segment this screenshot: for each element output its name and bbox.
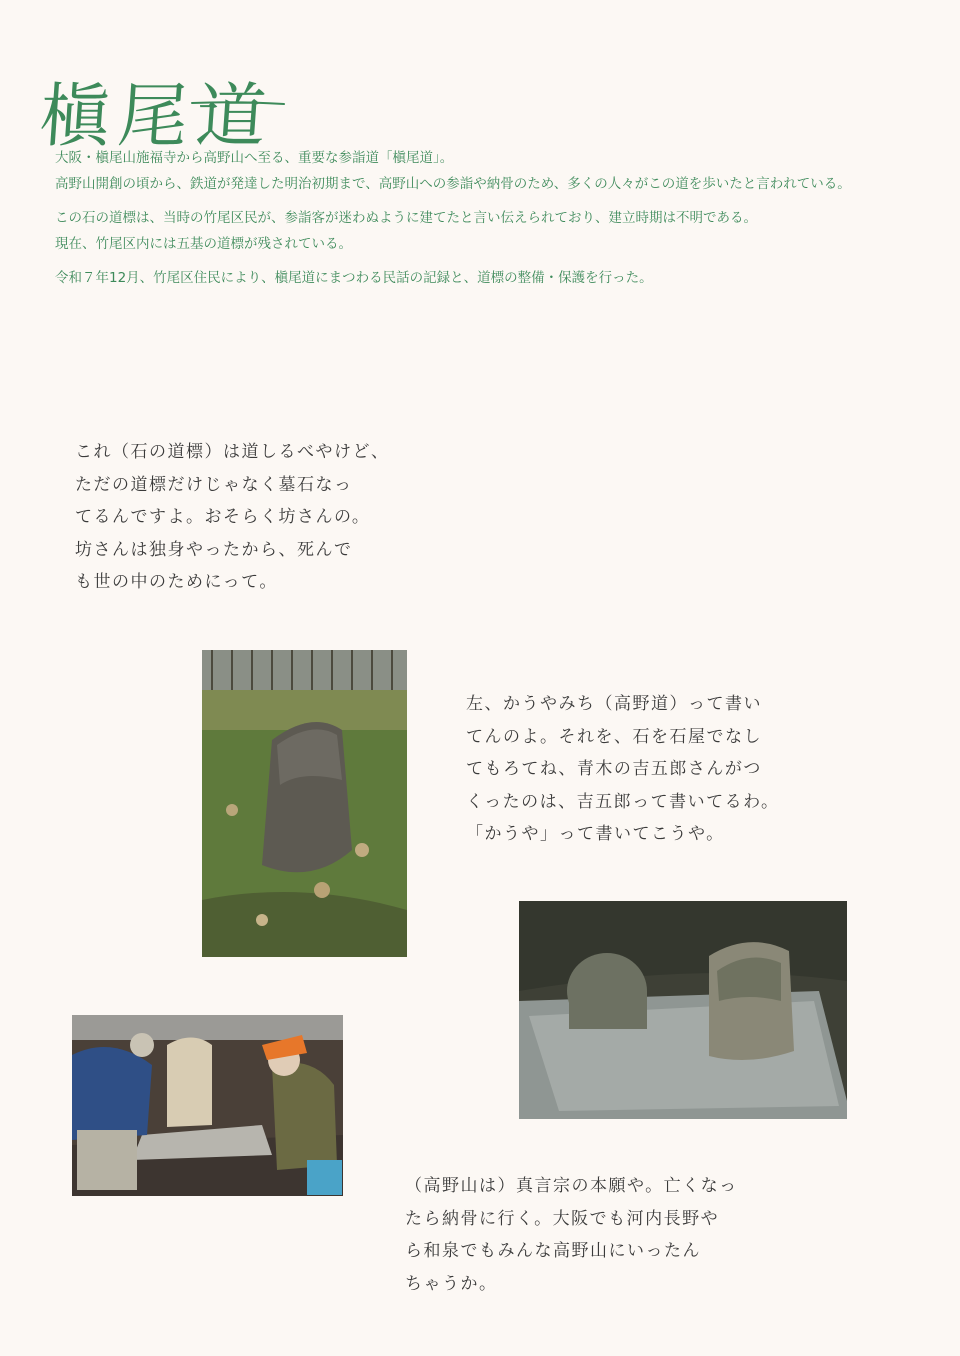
- intro-line: 現在、竹尾区内には五基の道標が残されている。: [55, 236, 352, 252]
- quote-line: これ（石の道標）は道しるべやけど、: [75, 442, 390, 462]
- quote-line: くったのは、吉五郎って書いてるわ。: [466, 791, 780, 812]
- quote-line: も世の中のためにって。: [75, 572, 278, 592]
- quote-line: てるんですよ。おそらく坊さんの。: [75, 507, 371, 527]
- photo-stone-marker: [202, 650, 407, 957]
- quote-line: （高野山は）真言宗の本願や。亡くなっ: [405, 1176, 738, 1196]
- quote-line: ただの道標だけじゃなく墓石なっ: [75, 474, 353, 495]
- intro-line: 大阪・槇尾山施福寺から高野山へ至る、重要な参詣道「槇尾道」。: [55, 150, 454, 166]
- page-title: 槇尾道: [37, 74, 277, 157]
- quote-stone-marker: [75, 436, 390, 599]
- photo-restoration-work: [72, 1015, 343, 1196]
- quote-line: てもろてね、青木の吉五郎さんがつ: [466, 759, 762, 779]
- title-underline-stroke: [190, 100, 286, 106]
- intro-line: この石の道標は、当時の竹尾区民が、参詣客が迷わぬように建てたと言い伝えられており、建立時期は不明である。: [55, 210, 757, 226]
- intro-line: 高野山開創の頃から、鉄道が発達した明治初期まで、高野山への参詣や納骨のため、多くの人々がこの道を歩いたと言われている。: [55, 176, 851, 192]
- quote-koyasan: [405, 1170, 738, 1300]
- quote-line: ら和泉でもみんな高野山にいったん: [405, 1241, 701, 1261]
- intro-line: 令和７年12月、竹尾区住民により、槇尾道にまつわる民話の記録と、道標の整備・保護を行った。: [55, 270, 653, 286]
- quote-kouya-michi: [466, 688, 779, 851]
- photo-two-stones: [519, 901, 847, 1119]
- quote-line: 左、かうやみち（高野道）って書い: [466, 694, 762, 714]
- quote-line: たら納骨に行く。大阪でも河内長野や: [405, 1208, 720, 1229]
- quote-line: ちゃうか。: [405, 1273, 498, 1294]
- quote-line: 坊さんは独身やったから、死んで: [75, 539, 353, 560]
- quote-line: 「かうや」って書いてこうや。: [466, 824, 725, 844]
- quote-line: てんのよ。それを、石を石屋でなし: [466, 726, 762, 747]
- intro-text: [55, 145, 935, 291]
